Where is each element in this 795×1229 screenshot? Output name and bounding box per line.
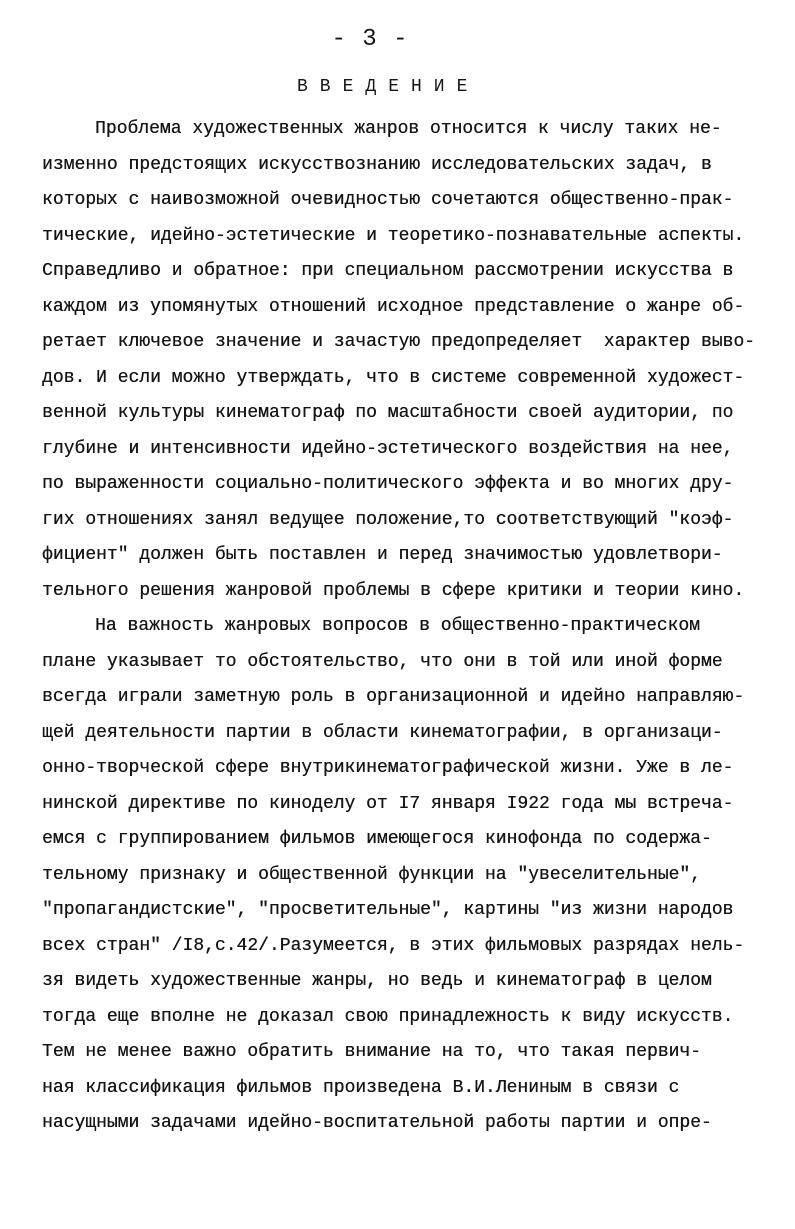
text-line: Тем не менее важно обратить внимание на то, что такая первич- [42,1042,701,1062]
text-line: тельного решения жанровой проблемы в сфере критики и теории кино. [42,580,745,601]
text-line: гих отношениях занял ведущее положение,то соответствующий "коэф- [42,509,734,530]
text-line: всех стран" /I8,с.42/.Разумеется, в этих фильмовых разрядах нель- [42,935,745,956]
text-line: изменно предстоящих искусствознанию исследовательских задач, в [42,154,712,175]
text-line: емся с группированием фильмов имеющегося кинофонда по содержа- [42,829,712,849]
text-line: фициент" должен быть поставлен и перед значимостью удовлетвори- [42,545,723,565]
text-line: всегда играли заметную роль в организационной и идейно направляю- [42,687,745,707]
section-heading: В В Е Д Е Н И Е [296,77,469,97]
text-line: Справедливо и обратное: при специальном рассмотрении искусства в [42,261,734,281]
text-line: по выраженности социально-политического эффекта и во многих дру- [42,474,734,494]
paragraph-2 [42,609,782,1142]
page-number: - 3 - [331,26,409,53]
text-line: дов. И если можно утверждать, что в системе современной художест- [42,367,745,388]
text-line: нинской директиве по киноделу от I7 января I922 года мы встреча- [42,793,734,814]
text-line: На важность жанровых вопросов в общественно-практическом [95,616,700,636]
text-line: тогда еще вполне не доказал свою принадлежность к виду искусств. [42,1006,734,1027]
text-line: ная классификация фильмов произведена В.И.Лениным в связи с [42,1077,680,1098]
text-line: Проблема художественных жанров относится к числу таких не- [95,119,722,139]
text-line: плане указывает то обстоятельство, что они в той или иной форме [42,651,723,672]
text-line: которых с наивозможной очевидностью сочетаются общественно-прак- [42,190,734,210]
text-line: щей деятельности партии в области кинематографии, в организаци- [42,722,723,743]
text-line: тельному признаку и общественной функции на "увеселительные", [42,864,701,885]
text-line: тические, идейно-эстетические и теоретико-познавательные аспекты. [42,225,745,246]
text-line: ретает ключевое значение и зачастую предопределяет характер выво- [42,332,755,352]
text-line: "пропагандистские", "просветительные", картины "из жизни народов [42,900,734,920]
body-text [42,112,782,1142]
text-line: каждом из упомянутых отношений исходное представление о жанре об- [42,296,745,317]
text-line: венной культуры кинематограф по масштабности своей аудитории, по [42,403,734,423]
text-line: насущными задачами идейно-воспитательной работы партии и опре- [42,1113,712,1133]
text-line: глубине и интенсивности идейно-эстетического воздействия на нее, [42,438,734,459]
text-line: зя видеть художественные жанры, но ведь и кинематограф в целом [42,971,712,991]
text-line: онно-творческой сфере внутрикинематографической жизни. Уже в ле- [42,758,734,778]
paragraph-1 [42,112,782,609]
